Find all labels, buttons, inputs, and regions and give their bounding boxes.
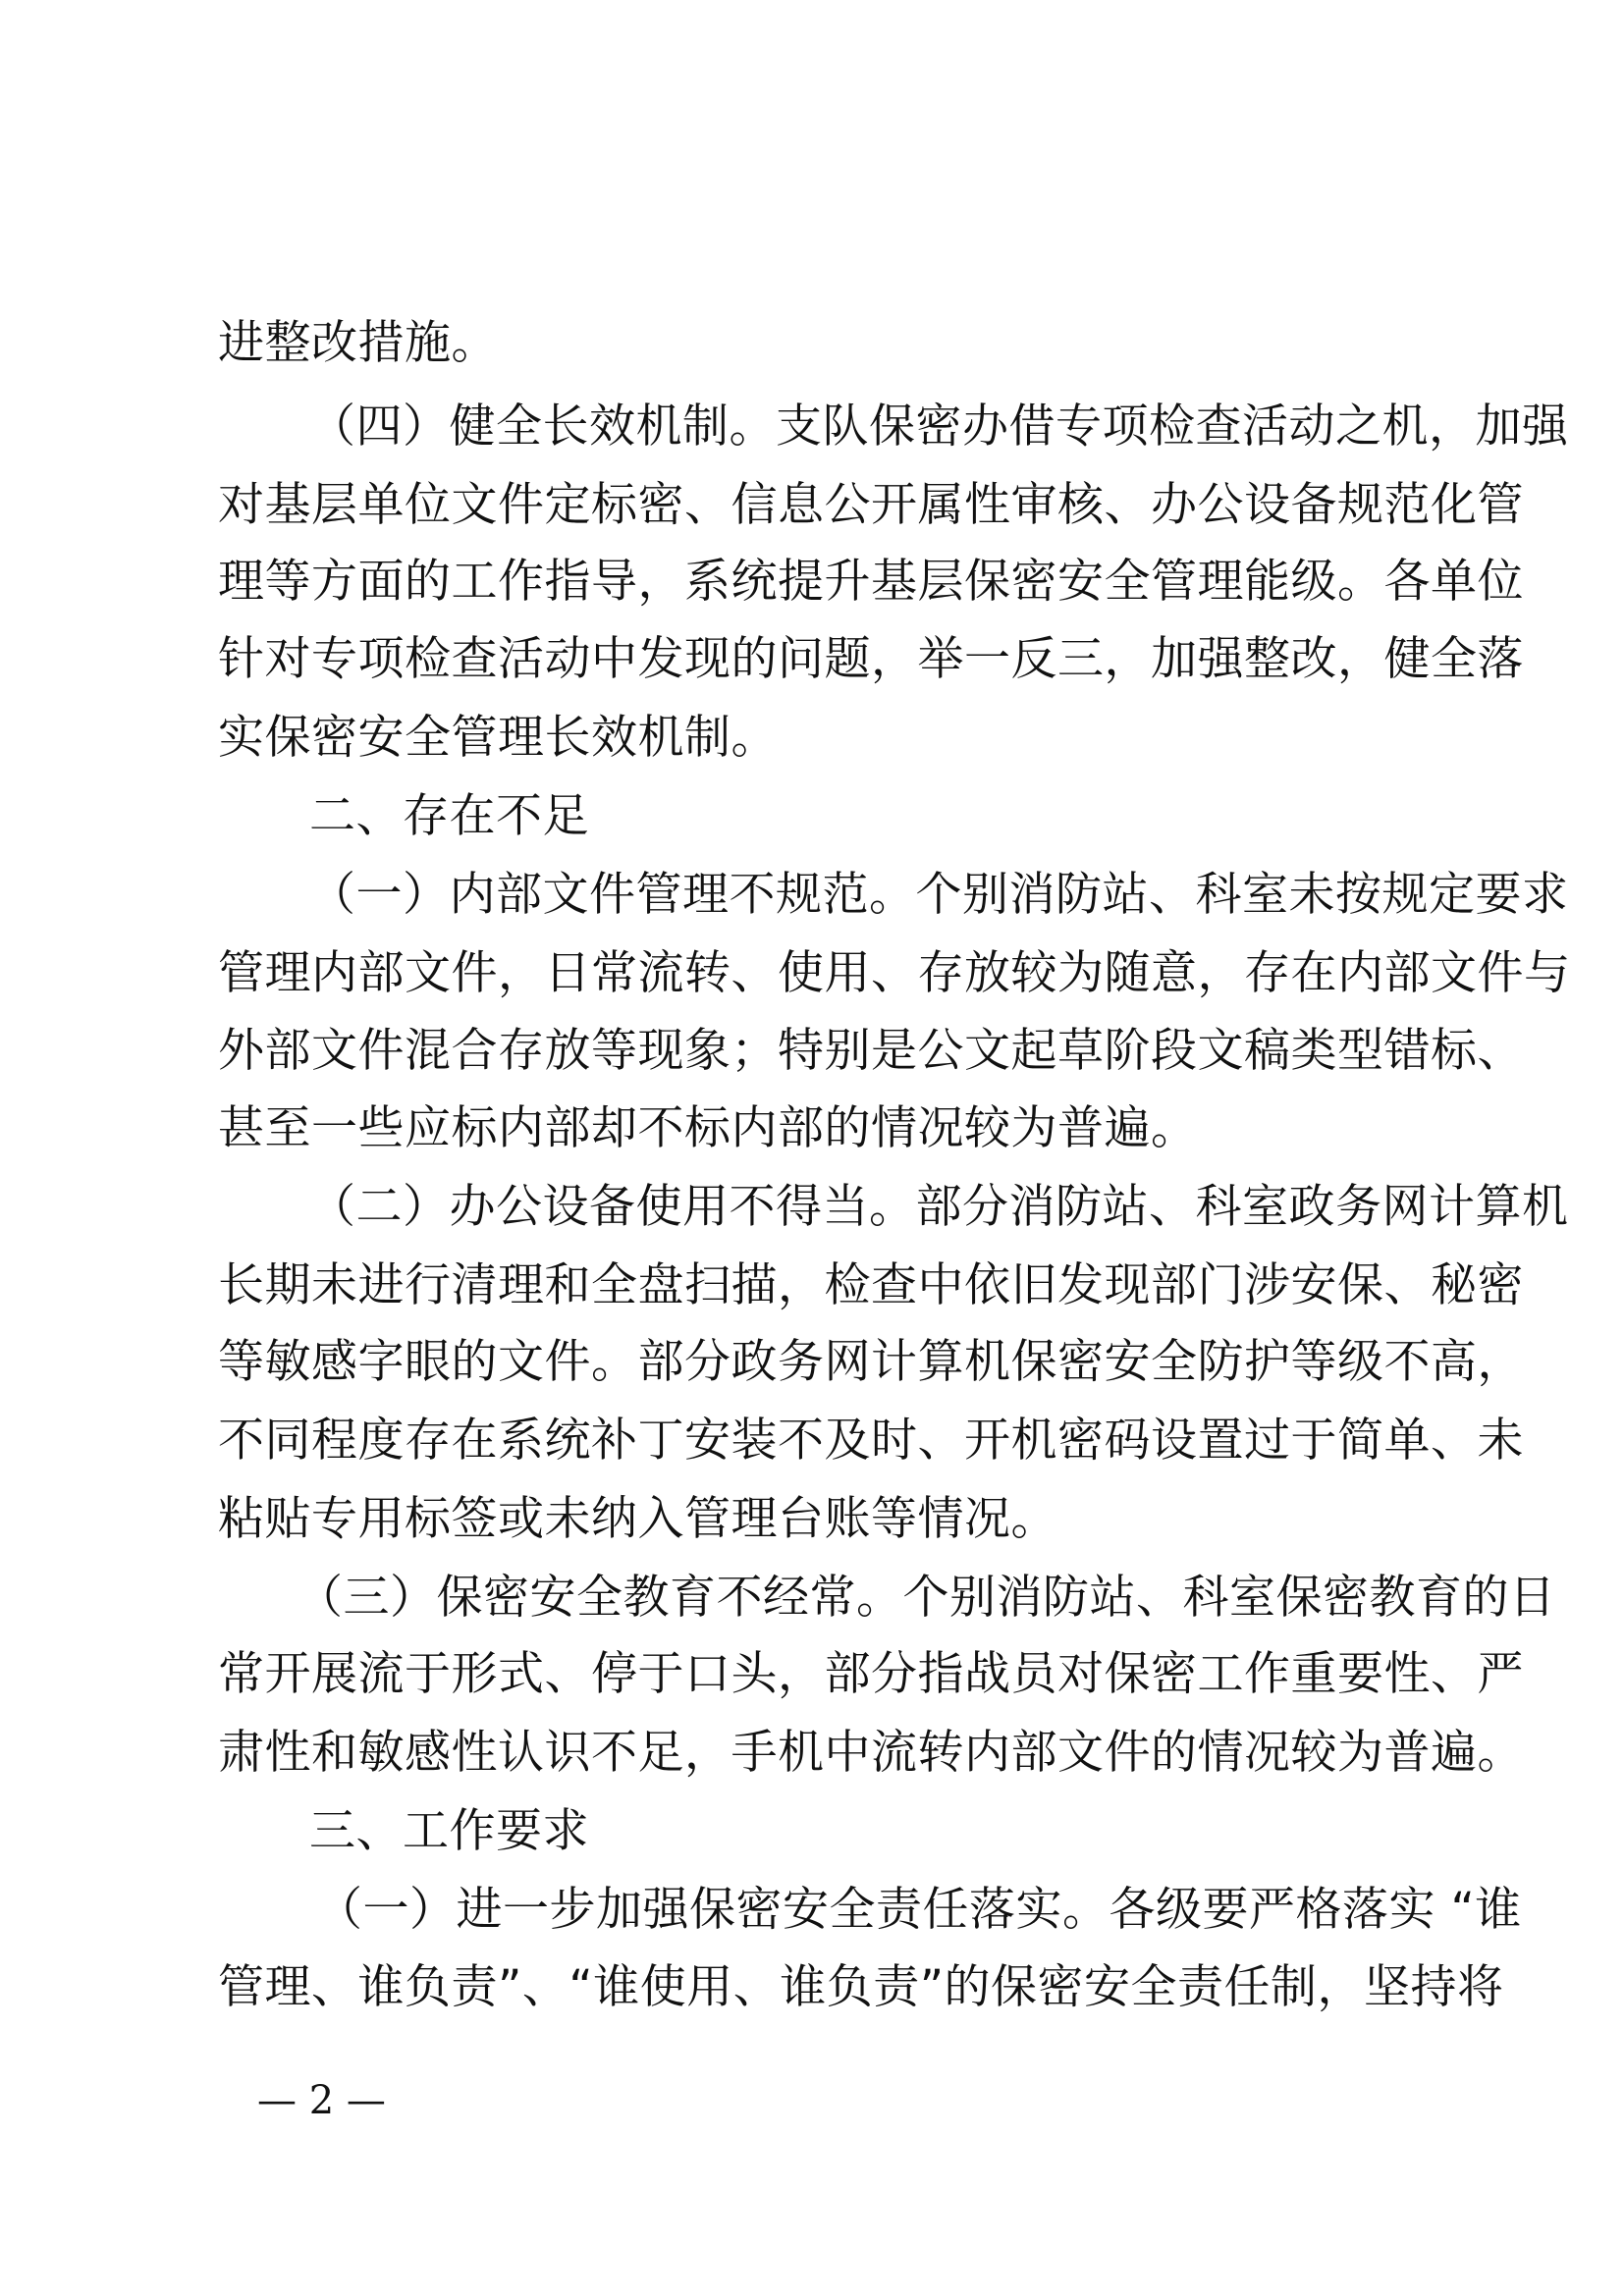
text-line: （一）进一步加强保密安全责任落实。各级要严格落实 “谁 — [316, 1883, 1522, 1937]
text-line: 等敏感字眼的文件。部分政务网计算机保密安全防护等级不高， — [218, 1335, 1524, 1389]
text-line: 常开展流于形式、停于口头，部分指战员对保密工作重要性、严 — [218, 1647, 1524, 1701]
text-line: 长期未进行清理和全盘扫描，检查中依旧发现部门涉安保、秘密 — [218, 1258, 1524, 1312]
text-line: 不同程度存在系统补丁安装不及时、开机密码设置过于简单、未 — [218, 1414, 1524, 1468]
text-line: （三）保密安全教育不经常。个别消防站、科室保密教育的日 — [297, 1571, 1556, 1625]
page-number: — 2 — — [257, 2078, 386, 2123]
text-line: （一）内部文件管理不规范。个别消防站、科室未按规定要求 — [309, 868, 1569, 922]
text-line: 对基层单位文件定标密、信息公开属性审核、办公设备规范化管 — [218, 478, 1524, 532]
text-line: （二）办公设备使用不得当。部分消防站、科室政务网计算机 — [309, 1180, 1569, 1234]
text-line: 甚至一些应标内部却不标内部的情况较为普遍。 — [218, 1101, 1198, 1155]
text-line: 外部文件混合存放等现象；特别是公文起草阶段文稿类型错标、 — [218, 1024, 1524, 1078]
text-line: 管理、谁负责”、“谁使用、谁负责”的保密安全责任制，坚持将 — [218, 1960, 1504, 2014]
section-heading: 二、存在不足 — [309, 789, 589, 843]
text-line: 针对专项检查活动中发现的问题，举一反三，加强整改，健全落 — [218, 632, 1524, 686]
section-heading: 三、工作要求 — [309, 1804, 589, 1858]
text-line: 肃性和敏感性认识不足，手机中流转内部文件的情况较为普遍。 — [218, 1726, 1524, 1780]
text-line: 理等方面的工作指导，系统提升基层保密安全管理能级。各单位 — [218, 555, 1524, 609]
text-line: （四）健全长效机制。支队保密办借专项检查活动之机，加强 — [309, 400, 1569, 454]
text-line: 进整改措施。 — [218, 316, 498, 370]
text-line: 实保密安全管理长效机制。 — [218, 711, 778, 765]
text-line: 粘贴专用标签或未纳入管理台账等情况。 — [218, 1492, 1057, 1546]
text-line: 管理内部文件，日常流转、使用、存放较为随意，存在内部文件与 — [218, 946, 1571, 1000]
